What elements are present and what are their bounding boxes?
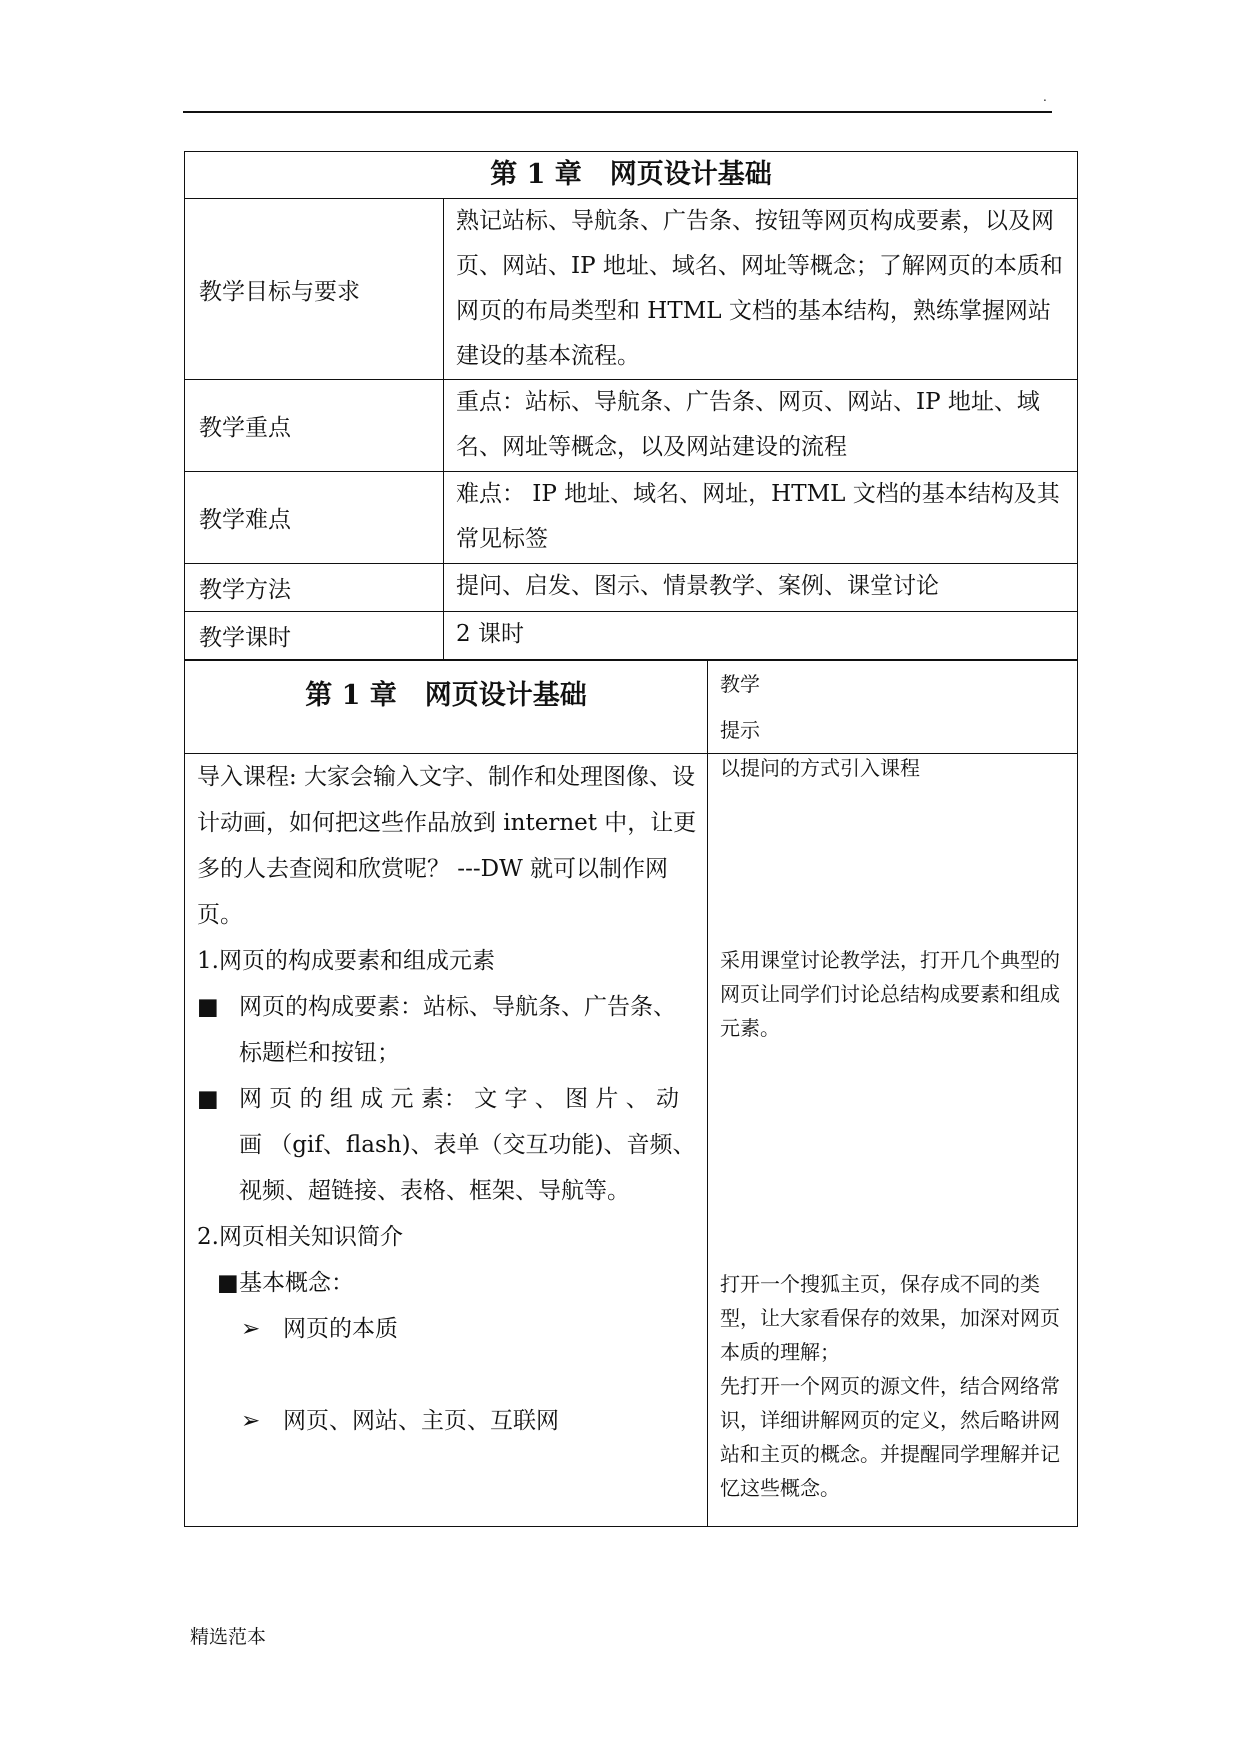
tip-discussion: 采用课堂讨论教学法，打开几个典型的网页让同学们讨论总结构成要素和组成元素。: [720, 948, 1060, 1040]
tip-save-page: 打开一个搜狐主页，保存成不同的类型，让大家看保存的效果，加深对网页本质的理解；: [720, 1272, 1060, 1364]
section-2-heading: 2.网页相关知识简介: [197, 1224, 403, 1250]
info-title-row: [185, 152, 1078, 199]
info-title: [185, 152, 1078, 199]
square-bullet-icon: ■: [197, 994, 219, 1020]
info-row-key-points: [185, 380, 1078, 472]
lesson-body-row: [185, 754, 1078, 1527]
bullet-elements: [197, 1076, 697, 1214]
info-value-difficulties: 难点： IP 地址、域名、网址，HTML 文档的基本结构及其常见标签: [444, 472, 1078, 564]
lesson-content: [185, 754, 708, 1527]
bullet-elements-text: 网 页 的 组 成 元 素： 文 字 、 图 片 、 动 画 （gif、flash)、表单（交互功能)、音频、视频、超链接、表格、框架、导航等。: [239, 1086, 696, 1204]
teaching-tips-header-line1: 教学: [720, 672, 760, 696]
info-value-key-points: 重点：站标、导航条、广告条、网页、网站、IP 地址、域名、网址等概念，以及网站建设的流程: [444, 380, 1078, 472]
info-title-chapter: 第 1 章: [490, 159, 582, 190]
square-bullet-icon: ■: [217, 1270, 239, 1296]
info-row-methods: [185, 564, 1078, 612]
subitem-web-terms: [197, 1398, 697, 1444]
info-label-difficulties: 教学难点: [185, 472, 444, 564]
lesson-title: [185, 661, 708, 754]
info-row-objectives: [185, 199, 1078, 380]
lesson-header-row: [185, 661, 1078, 754]
footer-text: 精选范本: [190, 1626, 267, 1648]
lesson-plan-table: [184, 660, 1078, 1527]
info-value-objectives: 熟记站标、导航条、广告条、按钮等网页构成要素，以及网页、网站、IP 地址、域名、网址等概念；了解网页的本质和网页的布局类型和 HTML 文档的基本结构，熟练掌握网站建设的基本流程。: [444, 199, 1078, 380]
intro-paragraph: 导入课程: 大家会输入文字、制作和处理图像、设计动画，如何把这些作品放到 internet 中，让更多的人去查阅和欣赏呢？ ---DW 就可以制作网页。: [197, 764, 697, 928]
teaching-tips-header: [708, 661, 1078, 754]
section-1-heading: 1.网页的构成要素和组成元素: [197, 948, 495, 974]
info-label-hours: 教学课时: [185, 612, 444, 660]
info-value-methods: 提问、启发、图示、情景教学、案例、课堂讨论: [444, 564, 1078, 612]
arrow-bullet-icon: ➢: [241, 1316, 261, 1342]
info-value-hours: 2 课时: [444, 612, 1078, 660]
subitem-page-essence-text: 网页的本质: [283, 1316, 398, 1342]
subitem-web-terms-text: 网页、网站、主页、互联网: [283, 1408, 559, 1434]
header-mark: .: [1043, 90, 1047, 104]
info-title-name: 网页设计基础: [609, 159, 772, 190]
info-row-difficulties: [185, 472, 1078, 564]
bullet-basic-concepts-text: 基本概念：: [239, 1270, 354, 1296]
info-row-hours: [185, 612, 1078, 660]
tip-source-file: 先打开一个网页的源文件，结合网络常识，详细讲解网页的定义，然后略讲网站和主页的概念。并提醒同学理解并记忆这些概念。: [720, 1374, 1060, 1500]
bullet-components: [197, 984, 697, 1076]
arrow-bullet-icon: ➢: [241, 1408, 261, 1434]
bullet-components-text: 网页的构成要素：站标、导航条、广告条、标题栏和按钮；: [239, 994, 676, 1066]
bullet-basic-concepts: [197, 1260, 697, 1306]
info-label-key-points: 教学重点: [185, 380, 444, 472]
info-label-objectives: 教学目标与要求: [185, 199, 444, 380]
tip-intro: 以提问的方式引入课程: [720, 756, 920, 780]
header-rule: [183, 111, 1052, 113]
square-bullet-icon: ■: [197, 1086, 219, 1112]
subitem-page-essence: [197, 1306, 697, 1352]
lesson-title-chapter: 第 1 章: [305, 680, 397, 711]
lesson-title-name: 网页设计基础: [424, 680, 587, 711]
info-label-methods: 教学方法: [185, 564, 444, 612]
course-info-table: [184, 151, 1078, 660]
teaching-tips: [708, 754, 1078, 1527]
teaching-tips-header-line2: 提示: [720, 718, 760, 742]
